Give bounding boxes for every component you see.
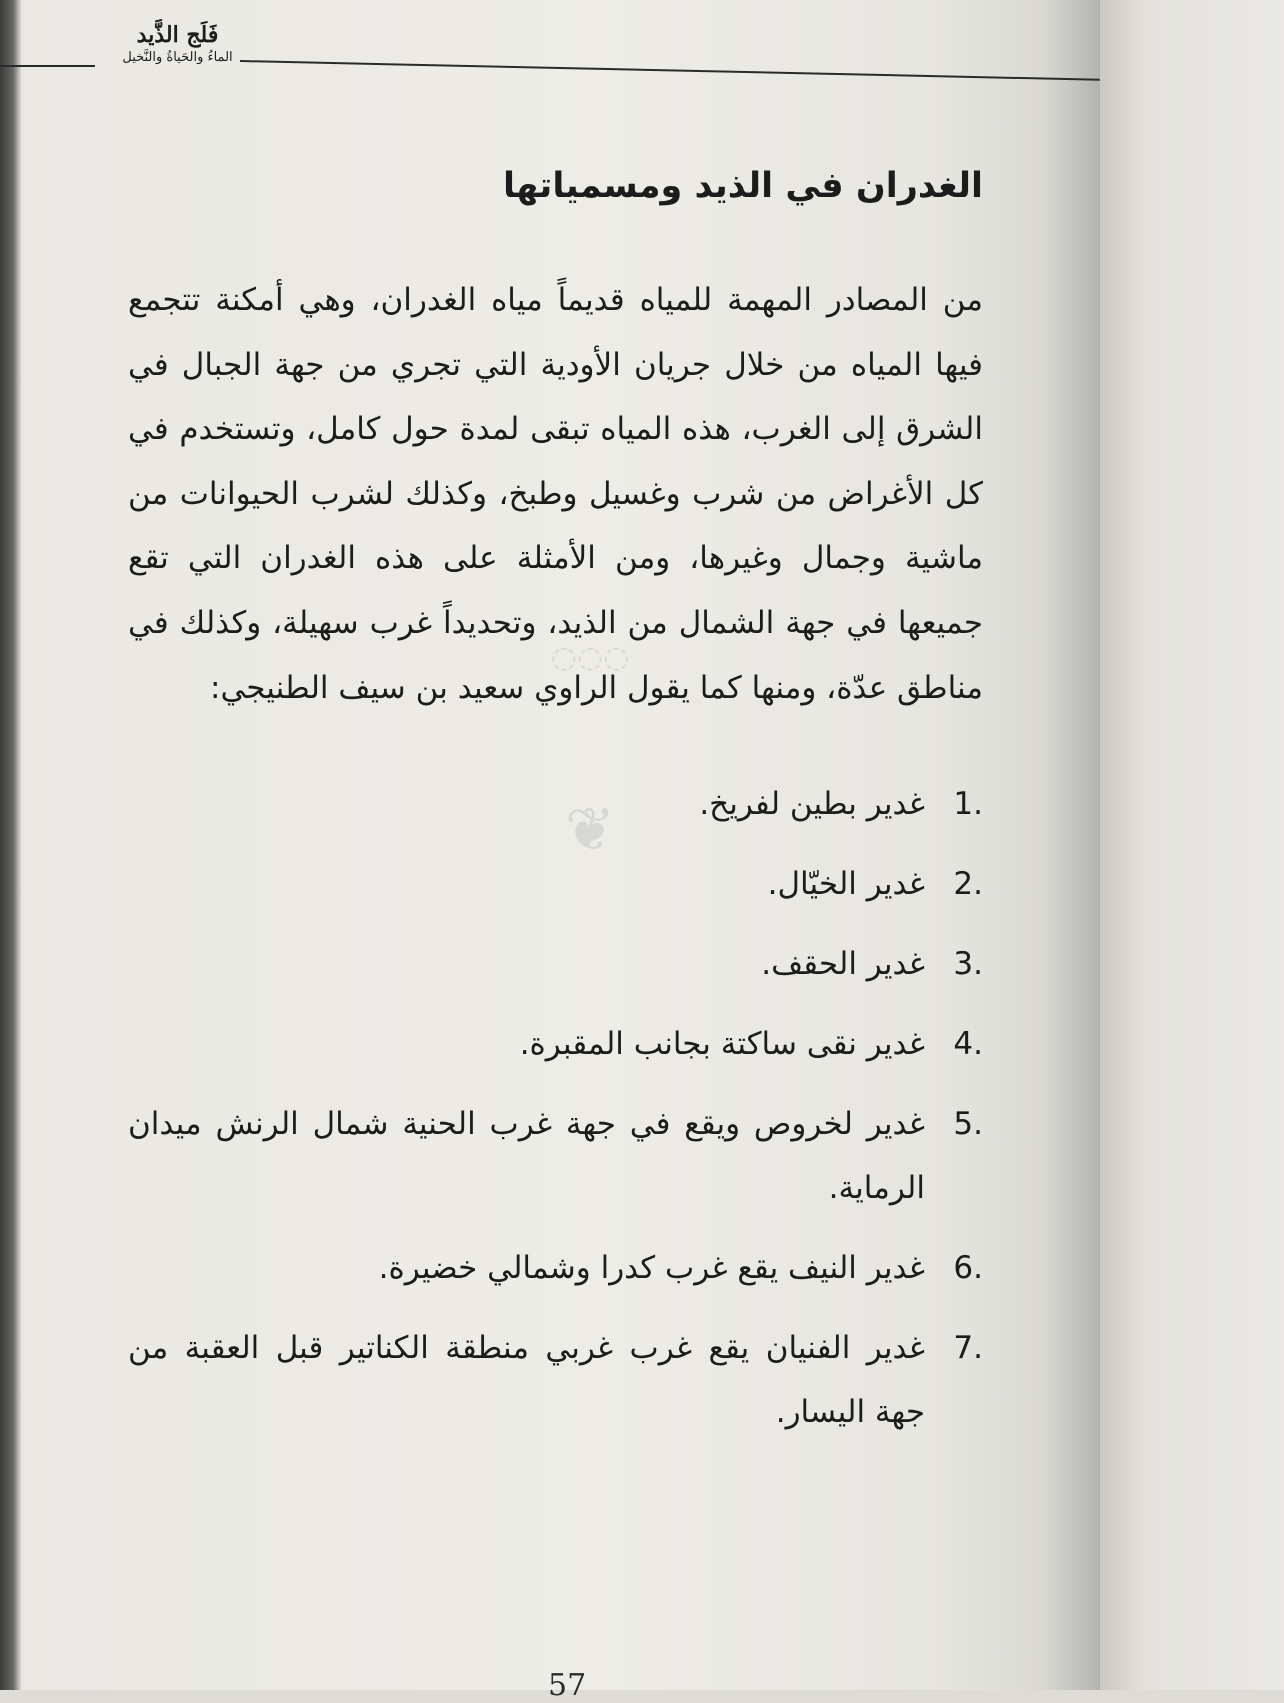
header-rule-left <box>0 65 95 67</box>
page-number: 57 <box>548 1668 587 1703</box>
list-item <box>128 1012 983 1076</box>
list-item-number: 2. <box>953 866 983 903</box>
body-paragraph: من المصادر المهمة للمياه قديماً مياه الغدران، وهي أمكنة تتجمع فيها المياه من خلال جريان الأودية التي تجري من جهة الجبال في الشرق إلى الغرب، هذه المياه تبقى لمدة حول كامل، وتستخدم في كل الأغراض من شرب وغسيل وطبخ، وكذلك لشرب الحيوانات من ماشية وجمال وغيرها، ومن الأمثلة على هذه الغدران التي تقع جميعها في جهة الشمال من الذيد، وتحديداً غرب سهيلة، وكذلك في مناطق عدّة، ومنها كما يقول الراوي سعيد بن سيف الطنيجي: <box>128 282 983 706</box>
book-title: فَلَج الذَّيد <box>136 22 219 48</box>
ponds-list <box>128 772 983 1444</box>
list-item <box>128 1316 983 1444</box>
list-item-text: غدير نقى ساكتة بجانب المقبرة. <box>519 1026 925 1063</box>
list-item-number: 1. <box>953 786 983 823</box>
page-content <box>128 160 983 1460</box>
list-item-text: غدير الحقف. <box>761 946 925 983</box>
list-item-text: غدير لخروص ويقع في جهة غرب الحنية شمال الرنش ميدان الرماية. <box>128 1106 925 1207</box>
list-item-number: 4. <box>953 1026 983 1063</box>
list-item-text: غدير النيف يقع غرب كدرا وشمالي خضيرة. <box>378 1250 925 1287</box>
list-item-text: غدير الفنيان يقع غرب غربي منطقة الكناتير قبل العقبة من جهة اليسار. <box>128 1330 925 1431</box>
list-item-number: 7. <box>953 1330 983 1367</box>
list-item-number: 5. <box>953 1106 983 1143</box>
list-item <box>128 852 983 916</box>
section-title: الغدران في الذيد ومسمياتها <box>502 166 983 206</box>
book-subtitle: الماءُ والحَياةُ والنَّخيل <box>122 50 233 65</box>
list-item <box>128 932 983 996</box>
running-header <box>105 22 250 66</box>
page-edge-shadow <box>0 0 22 1690</box>
list-item <box>128 772 983 836</box>
watermark-logo: ◌◌◌ ❦ <box>550 640 630 865</box>
list-item <box>128 1236 983 1300</box>
list-item-text: غدير الخيّال. <box>767 866 925 903</box>
facing-page-edge <box>1100 0 1284 1690</box>
list-item <box>128 1092 983 1220</box>
list-item-number: 6. <box>953 1250 983 1287</box>
list-item-number: 3. <box>953 946 983 983</box>
list-item-text: غدير بطين لفريخ. <box>699 786 925 823</box>
